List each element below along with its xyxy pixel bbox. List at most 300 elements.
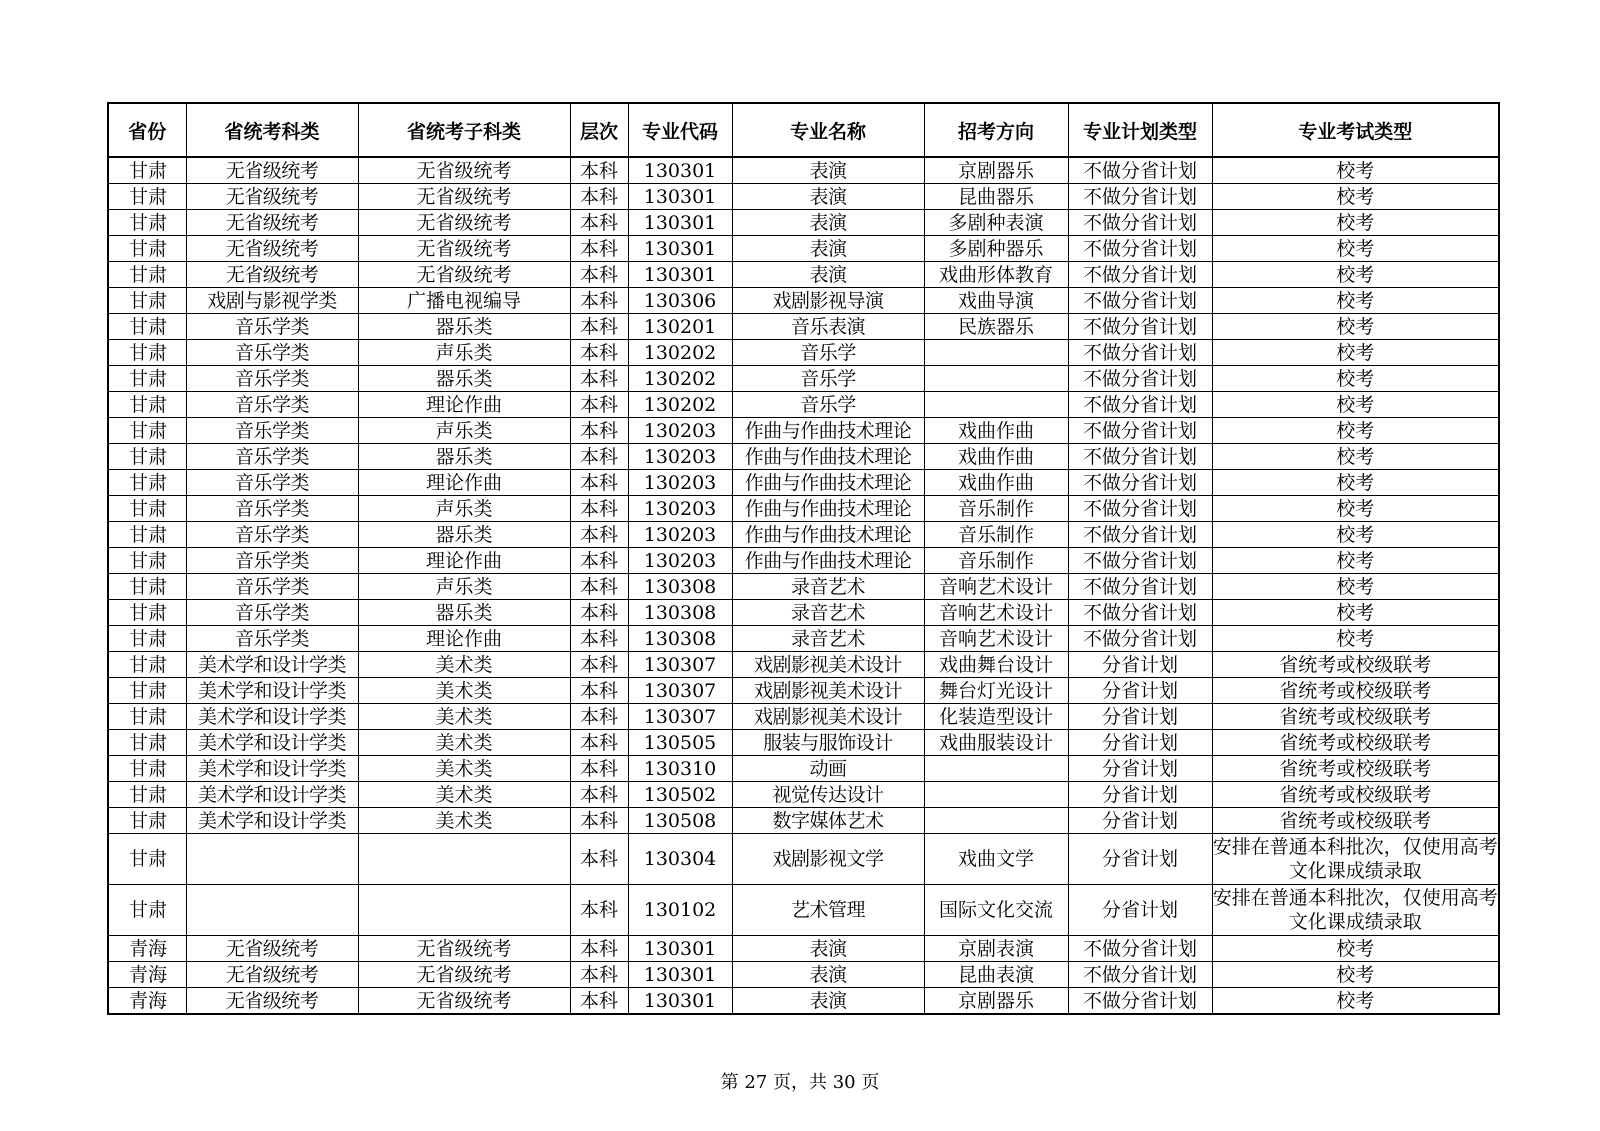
cell-level: 本科 (570, 496, 628, 522)
cell-province: 甘肃 (108, 470, 186, 496)
table-row (108, 262, 1499, 288)
cell-level: 本科 (570, 392, 628, 418)
cell-plan-type: 不做分省计划 (1068, 392, 1212, 418)
cell-major-code: 130307 (628, 652, 732, 678)
cell-exam-subcategory (358, 885, 570, 936)
cell-direction: 戏曲舞台设计 (924, 652, 1068, 678)
cell-exam-subcategory: 无省级统考 (358, 236, 570, 262)
cell-plan-type: 不做分省计划 (1068, 262, 1212, 288)
cell-level: 本科 (570, 574, 628, 600)
table-row (108, 756, 1499, 782)
cell-level: 本科 (570, 548, 628, 574)
cell-direction (924, 756, 1068, 782)
cell-exam-subcategory: 美术类 (358, 808, 570, 834)
cell-level: 本科 (570, 444, 628, 470)
table-row (108, 314, 1499, 340)
cell-major-code: 130301 (628, 236, 732, 262)
cell-major-name: 作曲与作曲技术理论 (732, 444, 924, 470)
cell-exam-type: 校考 (1212, 574, 1499, 600)
cell-major-name: 表演 (732, 157, 924, 184)
cell-exam-type: 省统考或校级联考 (1212, 782, 1499, 808)
cell-major-code: 130203 (628, 522, 732, 548)
cell-plan-type: 分省计划 (1068, 756, 1212, 782)
admission-plan-table (107, 102, 1500, 1015)
cell-province: 青海 (108, 962, 186, 988)
cell-province: 甘肃 (108, 366, 186, 392)
cell-level: 本科 (570, 962, 628, 988)
cell-province: 青海 (108, 988, 186, 1015)
table-row (108, 366, 1499, 392)
cell-plan-type: 分省计划 (1068, 678, 1212, 704)
cell-level: 本科 (570, 470, 628, 496)
cell-exam-category: 音乐学类 (186, 626, 358, 652)
cell-major-code: 130202 (628, 392, 732, 418)
cell-level: 本科 (570, 756, 628, 782)
cell-major-name: 动画 (732, 756, 924, 782)
cell-major-code: 130310 (628, 756, 732, 782)
table-row (108, 600, 1499, 626)
cell-level: 本科 (570, 704, 628, 730)
cell-major-name: 表演 (732, 184, 924, 210)
cell-exam-category (186, 834, 358, 885)
cell-major-name: 戏剧影视美术设计 (732, 652, 924, 678)
cell-exam-category: 音乐学类 (186, 340, 358, 366)
table-row (108, 444, 1499, 470)
cell-exam-subcategory: 美术类 (358, 782, 570, 808)
cell-major-code: 130308 (628, 600, 732, 626)
cell-exam-category: 美术学和设计学类 (186, 808, 358, 834)
cell-level: 本科 (570, 678, 628, 704)
cell-province: 甘肃 (108, 678, 186, 704)
cell-direction: 戏曲作曲 (924, 470, 1068, 496)
cell-exam-type: 校考 (1212, 340, 1499, 366)
cell-direction (924, 392, 1068, 418)
cell-direction: 京剧器乐 (924, 157, 1068, 184)
cell-exam-category: 美术学和设计学类 (186, 652, 358, 678)
cell-direction: 音乐制作 (924, 522, 1068, 548)
page-number: 第 27 页，共 30 页 (720, 1072, 880, 1093)
cell-exam-subcategory: 理论作曲 (358, 626, 570, 652)
cell-province: 甘肃 (108, 548, 186, 574)
cell-exam-type: 校考 (1212, 496, 1499, 522)
cell-exam-subcategory: 无省级统考 (358, 184, 570, 210)
cell-major-code: 130502 (628, 782, 732, 808)
cell-exam-subcategory: 广播电视编导 (358, 288, 570, 314)
cell-major-code: 130508 (628, 808, 732, 834)
cell-plan-type: 不做分省计划 (1068, 340, 1212, 366)
header-major-name: 专业名称 (732, 103, 924, 157)
cell-plan-type: 分省计划 (1068, 834, 1212, 885)
cell-level: 本科 (570, 885, 628, 936)
cell-province: 甘肃 (108, 157, 186, 184)
cell-level: 本科 (570, 808, 628, 834)
cell-major-code: 130301 (628, 988, 732, 1015)
cell-level: 本科 (570, 600, 628, 626)
cell-direction: 戏曲形体教育 (924, 262, 1068, 288)
cell-direction: 戏曲导演 (924, 288, 1068, 314)
header-exam-type: 专业考试类型 (1212, 103, 1499, 157)
cell-exam-category: 无省级统考 (186, 962, 358, 988)
cell-major-name: 数字媒体艺术 (732, 808, 924, 834)
cell-exam-subcategory: 声乐类 (358, 496, 570, 522)
header-major-code: 专业代码 (628, 103, 732, 157)
cell-exam-type: 校考 (1212, 522, 1499, 548)
cell-major-code: 130306 (628, 288, 732, 314)
cell-major-name: 音乐学 (732, 366, 924, 392)
cell-exam-type: 校考 (1212, 626, 1499, 652)
cell-exam-subcategory: 无省级统考 (358, 157, 570, 184)
cell-plan-type: 分省计划 (1068, 704, 1212, 730)
cell-exam-subcategory: 无省级统考 (358, 962, 570, 988)
cell-exam-type: 校考 (1212, 210, 1499, 236)
cell-exam-type: 校考 (1212, 962, 1499, 988)
cell-province: 甘肃 (108, 704, 186, 730)
cell-exam-type: 省统考或校级联考 (1212, 808, 1499, 834)
cell-exam-subcategory: 器乐类 (358, 314, 570, 340)
cell-exam-subcategory: 器乐类 (358, 522, 570, 548)
cell-direction: 化装造型设计 (924, 704, 1068, 730)
table-row (108, 236, 1499, 262)
cell-exam-type: 校考 (1212, 236, 1499, 262)
cell-plan-type: 分省计划 (1068, 782, 1212, 808)
cell-exam-category: 无省级统考 (186, 210, 358, 236)
cell-plan-type: 不做分省计划 (1068, 470, 1212, 496)
cell-level: 本科 (570, 936, 628, 962)
cell-level: 本科 (570, 262, 628, 288)
cell-exam-type: 安排在普通本科批次，仅使用高考文化课成绩录取 (1212, 885, 1499, 936)
cell-level: 本科 (570, 314, 628, 340)
cell-exam-category: 音乐学类 (186, 470, 358, 496)
cell-province: 甘肃 (108, 392, 186, 418)
cell-plan-type: 分省计划 (1068, 730, 1212, 756)
cell-exam-category: 无省级统考 (186, 988, 358, 1015)
table-row (108, 652, 1499, 678)
cell-exam-type: 校考 (1212, 366, 1499, 392)
cell-exam-category: 音乐学类 (186, 418, 358, 444)
cell-plan-type: 不做分省计划 (1068, 418, 1212, 444)
cell-province: 甘肃 (108, 756, 186, 782)
cell-province: 甘肃 (108, 314, 186, 340)
cell-level: 本科 (570, 288, 628, 314)
cell-direction: 多剧种器乐 (924, 236, 1068, 262)
cell-major-code: 130201 (628, 314, 732, 340)
cell-major-name: 音乐表演 (732, 314, 924, 340)
cell-exam-category: 音乐学类 (186, 522, 358, 548)
cell-exam-category: 美术学和设计学类 (186, 756, 358, 782)
cell-direction: 音响艺术设计 (924, 574, 1068, 600)
cell-major-code: 130203 (628, 496, 732, 522)
table-row (108, 210, 1499, 236)
cell-level: 本科 (570, 184, 628, 210)
cell-major-name: 作曲与作曲技术理论 (732, 522, 924, 548)
cell-province: 甘肃 (108, 418, 186, 444)
cell-major-code: 130203 (628, 418, 732, 444)
cell-exam-category: 音乐学类 (186, 444, 358, 470)
cell-exam-type: 校考 (1212, 184, 1499, 210)
cell-direction: 京剧表演 (924, 936, 1068, 962)
cell-province: 甘肃 (108, 808, 186, 834)
cell-major-code: 130202 (628, 340, 732, 366)
cell-direction: 多剧种表演 (924, 210, 1068, 236)
header-province: 省份 (108, 103, 186, 157)
cell-major-name: 戏剧影视文学 (732, 834, 924, 885)
table-row (108, 730, 1499, 756)
table-header-row (108, 103, 1499, 157)
table-row (108, 288, 1499, 314)
table-row (108, 340, 1499, 366)
cell-exam-category: 音乐学类 (186, 574, 358, 600)
cell-exam-type: 校考 (1212, 548, 1499, 574)
cell-major-code: 130102 (628, 885, 732, 936)
table-row (108, 496, 1499, 522)
cell-major-name: 作曲与作曲技术理论 (732, 418, 924, 444)
cell-level: 本科 (570, 782, 628, 808)
cell-plan-type: 不做分省计划 (1068, 444, 1212, 470)
cell-exam-category: 美术学和设计学类 (186, 678, 358, 704)
cell-level: 本科 (570, 236, 628, 262)
cell-province: 甘肃 (108, 626, 186, 652)
cell-province: 青海 (108, 936, 186, 962)
cell-major-name: 视觉传达设计 (732, 782, 924, 808)
cell-major-code: 130308 (628, 626, 732, 652)
cell-direction: 音乐制作 (924, 496, 1068, 522)
cell-exam-subcategory: 无省级统考 (358, 210, 570, 236)
cell-province: 甘肃 (108, 236, 186, 262)
cell-major-code: 130307 (628, 678, 732, 704)
cell-major-name: 表演 (732, 962, 924, 988)
cell-exam-category: 无省级统考 (186, 184, 358, 210)
header-plan-type: 专业计划类型 (1068, 103, 1212, 157)
cell-plan-type: 不做分省计划 (1068, 314, 1212, 340)
cell-province: 甘肃 (108, 782, 186, 808)
cell-exam-subcategory: 美术类 (358, 730, 570, 756)
cell-exam-type: 安排在普通本科批次，仅使用高考文化课成绩录取 (1212, 834, 1499, 885)
cell-plan-type: 分省计划 (1068, 652, 1212, 678)
cell-major-name: 戏剧影视导演 (732, 288, 924, 314)
cell-exam-category: 美术学和设计学类 (186, 782, 358, 808)
cell-plan-type: 不做分省计划 (1068, 522, 1212, 548)
cell-plan-type: 不做分省计划 (1068, 288, 1212, 314)
cell-major-code: 130301 (628, 210, 732, 236)
cell-major-name: 艺术管理 (732, 885, 924, 936)
cell-province: 甘肃 (108, 834, 186, 885)
cell-exam-type: 校考 (1212, 418, 1499, 444)
cell-exam-subcategory: 美术类 (358, 678, 570, 704)
cell-exam-subcategory: 声乐类 (358, 418, 570, 444)
cell-exam-subcategory: 美术类 (358, 756, 570, 782)
cell-major-name: 表演 (732, 988, 924, 1015)
cell-province: 甘肃 (108, 600, 186, 626)
cell-major-name: 音乐学 (732, 340, 924, 366)
cell-exam-category: 美术学和设计学类 (186, 730, 358, 756)
cell-level: 本科 (570, 366, 628, 392)
cell-direction: 昆曲器乐 (924, 184, 1068, 210)
table-row (108, 548, 1499, 574)
cell-major-name: 作曲与作曲技术理论 (732, 548, 924, 574)
table-row (108, 782, 1499, 808)
cell-major-code: 130203 (628, 470, 732, 496)
cell-province: 甘肃 (108, 652, 186, 678)
cell-level: 本科 (570, 340, 628, 366)
cell-plan-type: 不做分省计划 (1068, 936, 1212, 962)
cell-plan-type: 不做分省计划 (1068, 988, 1212, 1015)
cell-exam-type: 校考 (1212, 600, 1499, 626)
cell-plan-type: 不做分省计划 (1068, 157, 1212, 184)
table-row (108, 704, 1499, 730)
cell-province: 甘肃 (108, 210, 186, 236)
cell-major-code: 130308 (628, 574, 732, 600)
cell-province: 甘肃 (108, 522, 186, 548)
cell-major-code: 130505 (628, 730, 732, 756)
cell-exam-subcategory: 理论作曲 (358, 392, 570, 418)
table-row (108, 522, 1499, 548)
cell-level: 本科 (570, 157, 628, 184)
cell-exam-type: 省统考或校级联考 (1212, 704, 1499, 730)
cell-plan-type: 不做分省计划 (1068, 574, 1212, 600)
cell-exam-subcategory: 无省级统考 (358, 988, 570, 1015)
table-row (108, 885, 1499, 936)
cell-major-name: 戏剧影视美术设计 (732, 678, 924, 704)
cell-direction: 舞台灯光设计 (924, 678, 1068, 704)
cell-direction: 戏曲文学 (924, 834, 1068, 885)
cell-direction: 戏曲服装设计 (924, 730, 1068, 756)
cell-major-code: 130203 (628, 548, 732, 574)
cell-plan-type: 分省计划 (1068, 885, 1212, 936)
cell-province: 甘肃 (108, 340, 186, 366)
cell-direction (924, 808, 1068, 834)
header-level: 层次 (570, 103, 628, 157)
cell-plan-type: 不做分省计划 (1068, 184, 1212, 210)
cell-exam-subcategory (358, 834, 570, 885)
cell-exam-category: 音乐学类 (186, 496, 358, 522)
cell-major-name: 作曲与作曲技术理论 (732, 496, 924, 522)
cell-exam-subcategory: 美术类 (358, 652, 570, 678)
cell-major-code: 130301 (628, 936, 732, 962)
cell-plan-type: 不做分省计划 (1068, 548, 1212, 574)
cell-level: 本科 (570, 652, 628, 678)
cell-major-code: 130202 (628, 366, 732, 392)
table-row (108, 808, 1499, 834)
cell-major-name: 录音艺术 (732, 626, 924, 652)
cell-plan-type: 不做分省计划 (1068, 962, 1212, 988)
cell-exam-subcategory: 理论作曲 (358, 470, 570, 496)
cell-plan-type: 不做分省计划 (1068, 496, 1212, 522)
cell-major-code: 130203 (628, 444, 732, 470)
cell-exam-type: 校考 (1212, 262, 1499, 288)
cell-plan-type: 分省计划 (1068, 808, 1212, 834)
cell-plan-type: 不做分省计划 (1068, 210, 1212, 236)
cell-exam-subcategory: 器乐类 (358, 600, 570, 626)
cell-level: 本科 (570, 626, 628, 652)
cell-exam-category: 无省级统考 (186, 236, 358, 262)
cell-exam-subcategory: 美术类 (358, 704, 570, 730)
cell-province: 甘肃 (108, 574, 186, 600)
cell-exam-category (186, 885, 358, 936)
cell-exam-type: 校考 (1212, 936, 1499, 962)
table-row (108, 184, 1499, 210)
cell-direction: 昆曲表演 (924, 962, 1068, 988)
cell-direction: 国际文化交流 (924, 885, 1068, 936)
cell-direction (924, 340, 1068, 366)
cell-major-name: 作曲与作曲技术理论 (732, 470, 924, 496)
cell-exam-type: 校考 (1212, 470, 1499, 496)
cell-major-name: 表演 (732, 210, 924, 236)
table-row (108, 988, 1499, 1015)
cell-plan-type: 不做分省计划 (1068, 366, 1212, 392)
cell-exam-type: 省统考或校级联考 (1212, 652, 1499, 678)
table-row (108, 157, 1499, 184)
cell-major-name: 录音艺术 (732, 600, 924, 626)
table-row (108, 470, 1499, 496)
cell-exam-type: 校考 (1212, 157, 1499, 184)
cell-exam-category: 无省级统考 (186, 262, 358, 288)
cell-level: 本科 (570, 418, 628, 444)
cell-exam-subcategory: 声乐类 (358, 574, 570, 600)
header-direction: 招考方向 (924, 103, 1068, 157)
cell-exam-type: 校考 (1212, 392, 1499, 418)
cell-direction: 音响艺术设计 (924, 626, 1068, 652)
cell-major-code: 130304 (628, 834, 732, 885)
cell-plan-type: 不做分省计划 (1068, 600, 1212, 626)
cell-major-name: 戏剧影视美术设计 (732, 704, 924, 730)
cell-plan-type: 不做分省计划 (1068, 626, 1212, 652)
cell-level: 本科 (570, 834, 628, 885)
cell-level: 本科 (570, 730, 628, 756)
cell-major-code: 130301 (628, 962, 732, 988)
cell-major-code: 130301 (628, 184, 732, 210)
cell-level: 本科 (570, 210, 628, 236)
cell-major-code: 130301 (628, 157, 732, 184)
table-body (108, 157, 1499, 1014)
cell-province: 甘肃 (108, 885, 186, 936)
cell-major-code: 130307 (628, 704, 732, 730)
table-row (108, 392, 1499, 418)
cell-province: 甘肃 (108, 444, 186, 470)
cell-exam-category: 无省级统考 (186, 936, 358, 962)
cell-exam-category: 音乐学类 (186, 548, 358, 574)
table-row (108, 962, 1499, 988)
cell-major-name: 表演 (732, 236, 924, 262)
cell-exam-category: 音乐学类 (186, 366, 358, 392)
cell-direction: 音响艺术设计 (924, 600, 1068, 626)
header-exam-category: 省统考科类 (186, 103, 358, 157)
cell-direction: 音乐制作 (924, 548, 1068, 574)
cell-province: 甘肃 (108, 262, 186, 288)
cell-direction (924, 782, 1068, 808)
header-exam-subcategory: 省统考子科类 (358, 103, 570, 157)
cell-exam-type: 校考 (1212, 314, 1499, 340)
cell-exam-category: 音乐学类 (186, 600, 358, 626)
cell-exam-type: 校考 (1212, 444, 1499, 470)
cell-major-name: 表演 (732, 262, 924, 288)
cell-major-name: 表演 (732, 936, 924, 962)
cell-province: 甘肃 (108, 496, 186, 522)
cell-province: 甘肃 (108, 730, 186, 756)
cell-level: 本科 (570, 988, 628, 1015)
table-row (108, 574, 1499, 600)
cell-level: 本科 (570, 522, 628, 548)
cell-exam-type: 省统考或校级联考 (1212, 756, 1499, 782)
table-row (108, 936, 1499, 962)
cell-exam-subcategory: 声乐类 (358, 340, 570, 366)
cell-exam-type: 省统考或校级联考 (1212, 730, 1499, 756)
table-row (108, 678, 1499, 704)
cell-exam-category: 美术学和设计学类 (186, 704, 358, 730)
cell-exam-type: 校考 (1212, 988, 1499, 1015)
cell-exam-subcategory: 理论作曲 (358, 548, 570, 574)
cell-exam-category: 音乐学类 (186, 314, 358, 340)
cell-exam-subcategory: 器乐类 (358, 366, 570, 392)
